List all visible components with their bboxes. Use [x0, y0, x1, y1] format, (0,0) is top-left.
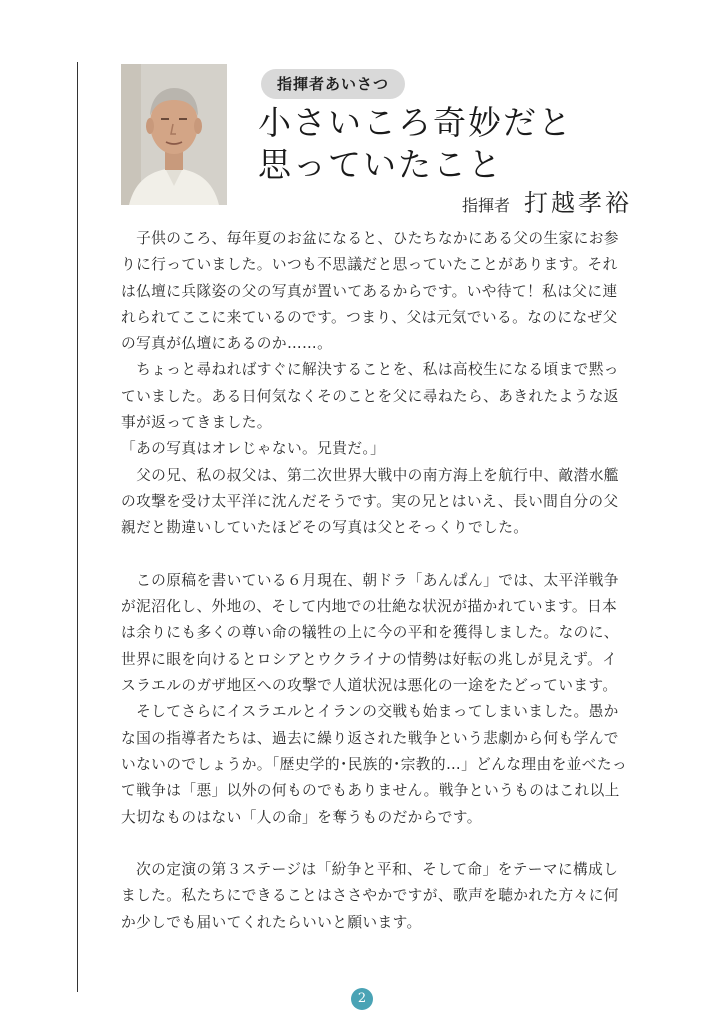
text-line: 大切なものはない「人の命」を奪うものだからです。 — [121, 808, 482, 826]
author-role: 指揮者 — [461, 196, 510, 215]
text-line: な国の指導者たちは、過去に繰り返された戦争という悲劇から何も学んで — [121, 729, 619, 747]
text-line: 事が返ってきました。 — [121, 414, 272, 432]
text-line: の攻撃を受け太平洋に沈んだそうです。実の兄とはいえ、長い間自分の父 — [121, 492, 619, 510]
paragraph-gap — [121, 542, 641, 568]
text-line: いないのでしょうか。「歴史学的･民族的･宗教的…」どんな理由を並べたっ — [121, 755, 628, 773]
paragraph-gap — [121, 831, 641, 857]
page-number: 2 — [351, 988, 373, 1010]
text-line: 親だと勘違いしていたほどその写真は父とそっくりでした。 — [121, 519, 529, 537]
section-label: 指揮者あいさつ — [261, 69, 405, 99]
text-line: この原稿を書いている６月現在、朝ドラ「あんぱん」では、太平洋戦争 — [121, 571, 619, 589]
paragraph-2 — [121, 357, 641, 436]
text-line: が泥沼化し、外地の、そして内地での壮絶な状況が描かれています。日本 — [121, 598, 618, 616]
text-line: か少しでも届いてくれたらいいと願います。 — [121, 913, 422, 931]
text-line: は余りにも多くの尊い命の犠牲の上に今の平和を獲得しました。なのに、 — [121, 624, 619, 642]
text-line: 次の定演の第３ステージは「紛争と平和、そして命」をテーマに構成し — [121, 861, 619, 879]
text-line: の写真が仏壇にあるのか……。 — [121, 335, 333, 353]
text-line: りに行っていました。いつも不思議だと思っていたことがあります。それ — [121, 256, 618, 274]
text-line: ちょっと尋ねればすぐに解決することを、私は高校生になる頃まで黙っ — [121, 361, 619, 379]
page-title: 小さいころ奇妙だと 思っていたこと — [258, 103, 573, 184]
text-line: 子供のころ、毎年夏のお盆になると、ひたちなかにある父の生家にお参 — [121, 230, 619, 247]
paragraph-3 — [121, 463, 641, 542]
text-line: れられてここに来ているのです。つまり、父は元気でいる。なのになぜ父 — [121, 308, 618, 326]
text-line: 父の兄、私の叔父は、第二次世界大戦中の南方海上を航行中、敵潜水艦 — [121, 466, 619, 484]
article-body — [121, 226, 641, 936]
text-line: ました。私たちにできることはささやかですが、歌声を聴かれた方々に何 — [121, 887, 619, 905]
paragraph-1 — [121, 226, 641, 357]
text-line: ていました。ある日何気なくそのことを父に尋ねたら、あきれたような返 — [121, 387, 619, 405]
author-name: 打越孝裕 — [524, 189, 632, 217]
paragraph-5 — [121, 699, 641, 830]
conductor-portrait — [121, 64, 227, 205]
text-line: スラエルのガザ地区への攻撃で人道状況は悪化の一途をたどっています。 — [121, 677, 618, 695]
byline — [462, 183, 632, 218]
text-line: 世界に眼を向けるとロシアとウクライナの情勢は好転の兆しが見えず。イ — [121, 650, 618, 668]
paragraph-6 — [121, 857, 641, 936]
quote-line: 「あの写真はオレじゃない。兄貴だ。」 — [121, 440, 386, 458]
text-line: は仏壇に兵隊姿の父の写真が置いてあるからです。いや待て！私は父に連 — [121, 282, 618, 300]
margin-rule — [77, 62, 78, 992]
text-line: て戦争は「悪」以外の何ものでもありません。戦争というものはこれ以上 — [121, 782, 620, 800]
text-line: そしてさらにイスラエルとイランの交戦も始まってしまいました。愚か — [121, 703, 619, 721]
paragraph-4 — [121, 568, 641, 699]
